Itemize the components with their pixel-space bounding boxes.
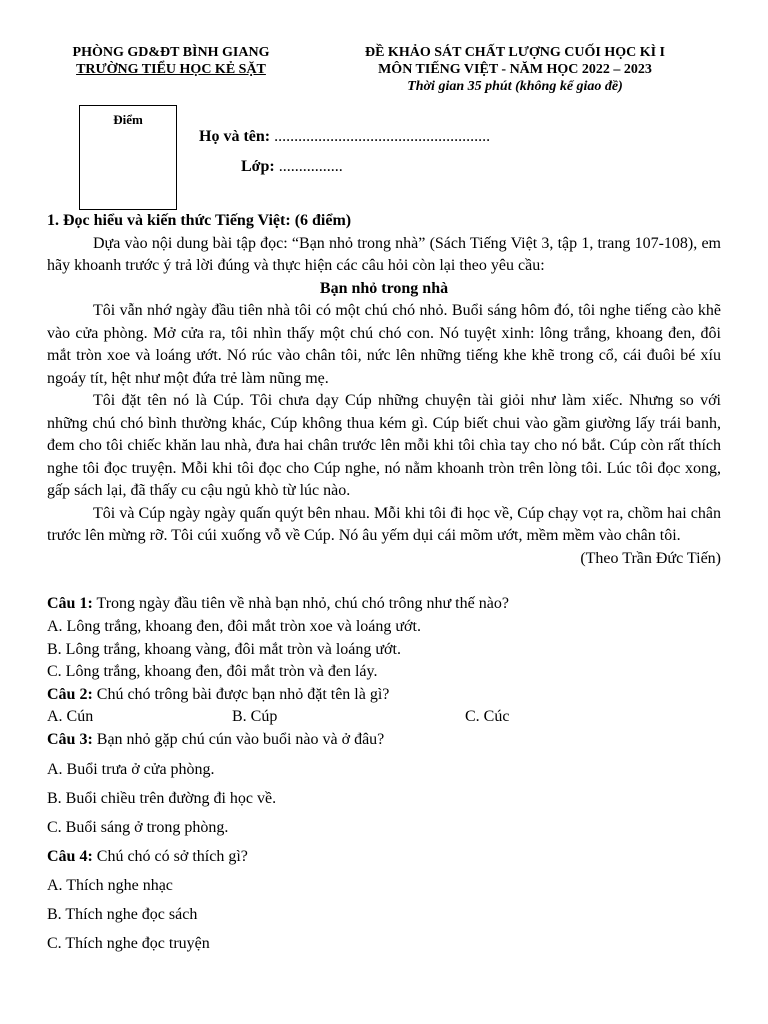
- exam-header: [330, 44, 700, 95]
- question-2-label: Câu 2:: [47, 686, 93, 703]
- question-3-text: Bạn nhỏ gặp chú cún vào buổi nào và ở đâu?: [92, 731, 385, 748]
- class-label: Lớp:: [241, 158, 275, 175]
- question-3-option-a[interactable]: A. Buổi trưa ở cửa phòng.: [47, 761, 215, 778]
- question-2-option-a[interactable]: A. Cún: [47, 708, 94, 725]
- department-name: PHÒNG GD&ĐT BÌNH GIANG: [72, 45, 270, 60]
- question-4-label: Câu 4:: [47, 848, 93, 865]
- question-4-option-b[interactable]: B. Thích nghe đọc sách: [47, 906, 198, 923]
- question-1-option-c[interactable]: C. Lông trắng, khoang đen, đôi mắt tròn và đen láy.: [47, 663, 378, 680]
- question-1-text: Trong ngày đầu tiên về nhà bạn nhỏ, chú chó trông như thế nào?: [92, 595, 509, 612]
- exam-subject: MÔN TIẾNG VIỆT - NĂM HỌC 2022 – 2023: [378, 62, 652, 77]
- question-3-option-b[interactable]: B. Buổi chiều trên đường đi học về.: [47, 790, 277, 807]
- score-label: Điểm: [113, 112, 143, 127]
- question-1-option-b[interactable]: B. Lông trắng, khoang vàng, đôi mắt tròn và loáng ướt.: [47, 641, 401, 658]
- question-1-label: Câu 1:: [47, 595, 93, 612]
- question-1: [47, 594, 509, 614]
- question-3: [47, 730, 384, 750]
- question-4-text: Chú chó có sở thích gì?: [92, 848, 248, 865]
- question-4-option-a[interactable]: A. Thích nghe nhạc: [47, 877, 173, 894]
- name-field[interactable]: [199, 128, 490, 146]
- instruction-paragraph: Dựa vào nội dung bài tập đọc: “Bạn nhỏ trong nhà” (Sách Tiếng Việt 3, tập 1, trang 107-108), em hãy khoanh trước ý trả lời đúng và thực hiện các câu hỏi còn lại theo yêu cầu:: [47, 234, 721, 274]
- question-2-option-b[interactable]: B. Cúp: [232, 708, 278, 725]
- story-paragraph-3: Tôi và Cúp ngày ngày quấn quýt bên nhau. Mỗi khi tôi đi học về, Cúp chạy vọt ra, chồm hai chân trước lên mừng rỡ. Tôi cúi xuống vỗ về Cúp. Nó âu yếm dụi cái mõm ướt, mềm mềm vào chân tôi.: [47, 504, 721, 544]
- story-paragraph-2: Tôi đặt tên nó là Cúp. Tôi chưa dạy Cúp những chuyện tài giỏi như làm xiếc. Nhưng so với những chú chó bình thường khác, Cúp không thua kém gì. Cúp biết chui vào gầm giường lấy trái banh, đem cho tôi chiếc khăn lau nhà, đưa hai chân trước lên mỗi khi tôi chìa tay cho nó bắt. Cúp còn rất thích nghe tôi đọc truyện. Mỗi khi tôi đọc cho Cúp nghe, nó nằm khoanh tròn trên lòng tôi. Lúc tôi đọc xong, gấp sách lại, đã thấy cu cậu ngủ khò từ lúc nào.: [47, 392, 721, 499]
- exam-duration: Thời gian 35 phút (không kể giao đề): [407, 79, 623, 94]
- question-4: [47, 847, 248, 867]
- question-3-label: Câu 3:: [47, 731, 93, 748]
- name-blank[interactable]: ......................................................: [270, 128, 491, 145]
- class-blank[interactable]: ................: [274, 158, 343, 175]
- exam-title: ĐỀ KHẢO SÁT CHẤT LƯỢNG CUỐI HỌC KÌ I: [364, 45, 665, 60]
- name-label: Họ và tên:: [199, 128, 271, 145]
- question-2-text: Chú chó trông bài được bạn nhỏ đặt tên là gì?: [92, 686, 390, 703]
- story-source: (Theo Trần Đức Tiến): [580, 549, 721, 567]
- school-name: TRƯỜNG TIỂU HỌC KẺ SẶT: [76, 62, 266, 77]
- section-title: 1. Đọc hiểu và kiến thức Tiếng Việt: (6 điểm): [47, 212, 352, 229]
- question-1-option-a[interactable]: A. Lông trắng, khoang đen, đôi mắt tròn xoe và loáng ướt.: [47, 618, 421, 635]
- question-4-option-c[interactable]: C. Thích nghe đọc truyện: [47, 935, 210, 952]
- question-2-option-c[interactable]: C. Cúc: [465, 708, 510, 725]
- school-header: [47, 44, 295, 78]
- score-box: [79, 105, 177, 210]
- question-2: [47, 685, 389, 705]
- story-paragraph-1: Tôi vẫn nhớ ngày đầu tiên nhà tôi có một chú chó nhỏ. Buổi sáng hôm đó, tôi nghe tiếng cào khẽ vào cửa phòng. Mở cửa ra, tôi nhìn thấy một chú chó con. Nó tuyệt xinh: lông trắng, khoang đen, đôi mắt tròn xoe và loáng ướt. Nó rúc vào chân tôi, nức lên những tiếng khe khẽ trong cổ, cái đuôi bé xíu ngoáy tít, hệt như một đứa trẻ làm nũng mẹ.: [47, 302, 721, 387]
- question-3-option-c[interactable]: C. Buổi sáng ở trong phòng.: [47, 819, 229, 836]
- class-field[interactable]: [241, 158, 343, 176]
- story-title: Bạn nhỏ trong nhà: [319, 279, 449, 297]
- reading-section: [47, 210, 721, 570]
